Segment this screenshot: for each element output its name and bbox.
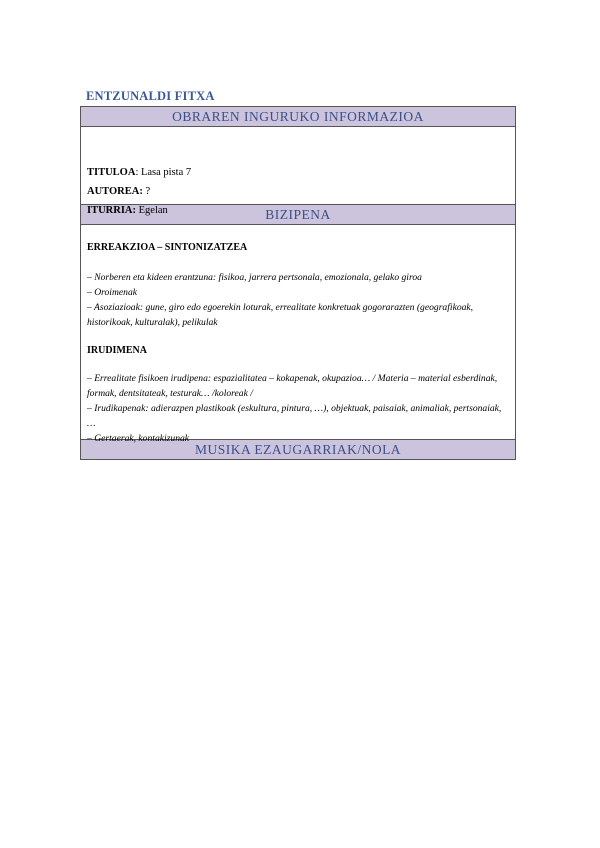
list-item: – Errealitate fisikoen irudipena: espazialitatea – kokapenak, okupazioa… / Materia – material esberdinak, formak, dentsitateak, testurak… /koloreak / bbox=[87, 373, 498, 399]
field-source-label: ITURRIA: bbox=[87, 205, 137, 216]
list-item: – Norberen eta kideen erantzuna: fisikoa, jarrera pertsonala, emozionala, gelako giroa bbox=[87, 272, 422, 283]
field-title-value: Lasa pista 7 bbox=[138, 167, 192, 178]
field-source bbox=[87, 205, 168, 216]
document-title: ENTZUNALDI FITXA bbox=[86, 89, 215, 103]
list-item: – Irudikapenak: adierazpen plastikoak (eskultura, pintura, …), objektuak, paisaiak, animaliak, pertsonaiak, … bbox=[87, 403, 502, 429]
field-title bbox=[87, 167, 191, 178]
field-title-separator: : bbox=[135, 167, 139, 178]
list-item: – Asoziazioak: gune, giro edo egoerekin loturak, errealitate konkretuak gogorarazten (geografikoak, historikoak, kulturalak), pelikulak bbox=[87, 302, 474, 328]
list-item: – Oroimenak bbox=[87, 287, 138, 298]
field-source-value: Egelan bbox=[136, 205, 168, 216]
subheading-irudimena: IRUDIMENA bbox=[87, 345, 147, 356]
field-title-label: TITULOA bbox=[87, 167, 136, 178]
section-header-bizipena: BIZIPENA bbox=[81, 204, 515, 225]
listening-form-table bbox=[80, 106, 516, 460]
list-item: – Gertaerak, kontakizunak bbox=[87, 433, 190, 444]
field-author bbox=[87, 186, 150, 197]
erreakzioa-list bbox=[87, 270, 511, 330]
section-header-info: OBRAREN INGURUKO INFORMAZIOA bbox=[81, 107, 515, 127]
subheading-erreakzioa: ERREAKZIOA – SINTONIZATZEA bbox=[87, 242, 248, 253]
bizipena-section-body bbox=[81, 225, 515, 444]
section-header-musika: MUSIKA EZAUGARRIAK/NOLA bbox=[81, 439, 515, 459]
field-author-value: ? bbox=[142, 186, 151, 197]
irudimena-list bbox=[87, 371, 511, 446]
field-author-label: AUTOREA: bbox=[87, 186, 143, 197]
